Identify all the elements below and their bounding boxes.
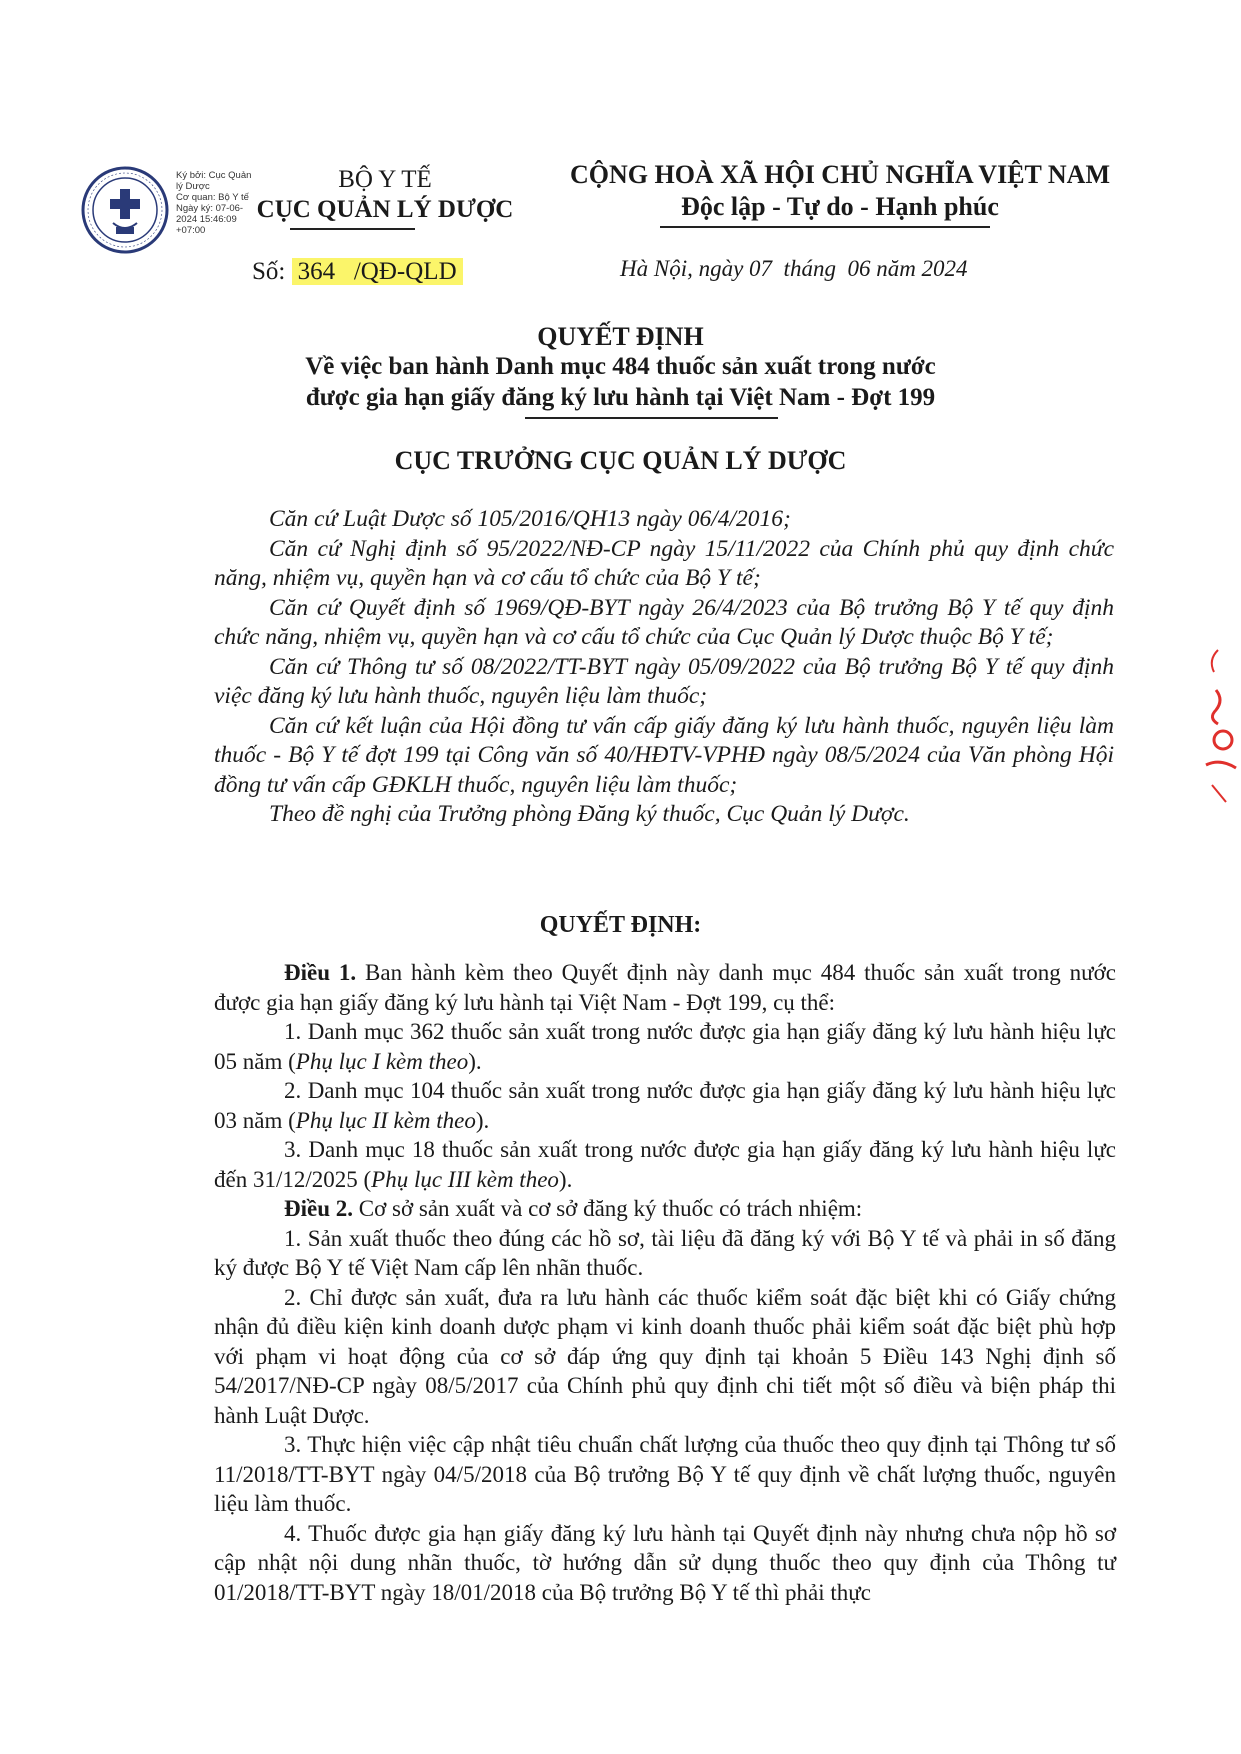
document-number xyxy=(252,258,463,286)
issuing-ministry: BỘ Y TẾ xyxy=(338,166,432,193)
article-2 xyxy=(214,1194,1116,1224)
legal-basis-preamble xyxy=(214,505,1114,830)
red-stamp-fragment-icon xyxy=(1188,640,1241,810)
official-seal-icon xyxy=(80,165,170,255)
appendix-reference: Phụ lục II kèm theo xyxy=(295,1107,476,1133)
article-2-item: 4. Thuốc được gia hạn giấy đăng ký lưu hành tại Quyết định này nhưng chưa nộp hồ sơ cập nhật nội dung nhãn thuốc, tờ hướng dẫn sử dụng thuốc theo quy định của Thông tư 01/2018/TT-BYT ngày 18/01/2018 của Bộ trưởng Bộ Y tế thì phải thực xyxy=(214,1520,1116,1605)
article-2-text: Cơ sở sản xuất và cơ sở đăng ký thuốc có trách nhiệm: xyxy=(353,1196,863,1221)
signature-line: +07:00 xyxy=(176,225,206,236)
article-1-item-2 xyxy=(214,1076,1116,1135)
legal-basis-item: Căn cứ Thông tư số 08/2022/TT-BYT ngày 05/09/2022 của Bộ trưởng Bộ Y tế quy định việc đăng ký lưu hành thuốc, nguyên liệu làm thuốc; xyxy=(214,653,1114,709)
article-2-label: Điều 2. xyxy=(284,1196,353,1221)
article-2-item: 3. Thực hiện việc cập nhật tiêu chuẩn chất lượng của thuốc theo quy định tại Thông tư số 11/2018/TT-BYT ngày 04/5/2018 của Bộ trưởng Bộ Y tế quy định về chất lượng thuốc, nguyên liệu làm thuốc. xyxy=(214,1432,1116,1516)
legal-basis-item: Căn cứ Quyết định số 1969/QĐ-BYT ngày 26/4/2023 của Bộ trưởng Bộ Y tế quy định chức năng, nhiệm vụ, quyền hạn và cơ cấu tổ chức của Cục Quản lý Dược thuộc Bộ Y tế; xyxy=(214,594,1114,650)
article-1-text: Ban hành kèm theo Quyết định này danh mục 484 thuốc sản xuất trong nước được gia hạn giấy đăng ký lưu hành tại Việt Nam - Đợt 199, cụ thể: xyxy=(214,960,1117,1015)
signature-line: Ngày ký: 07-06- xyxy=(176,203,244,214)
document-subject-line-1: Về việc ban hành Danh mục 484 thuốc sản xuất trong nước xyxy=(305,353,936,380)
appendix-reference: Phụ lục III kèm theo xyxy=(371,1166,559,1192)
decision-body xyxy=(214,958,1116,1607)
item-close: ). xyxy=(558,1166,573,1192)
appendix-reference: Phụ lục I kèm theo xyxy=(295,1048,469,1074)
article-1-item-3 xyxy=(214,1135,1116,1194)
signature-line: 2024 15:46:09 xyxy=(176,214,237,225)
article-1 xyxy=(214,958,1116,1017)
article-1-label: Điều 1. xyxy=(284,960,357,985)
item-close: ). xyxy=(468,1048,482,1074)
national-motto: Độc lập - Tự do - Hạnh phúc xyxy=(681,192,999,221)
item-close: ). xyxy=(475,1107,490,1133)
number-prefix: Số: xyxy=(252,258,286,285)
legal-basis-item: Theo đề nghị của Trưởng phòng Đăng ký thuốc, Cục Quản lý Dược. xyxy=(269,801,910,827)
signature-line: Ký bởi: Cục Quản xyxy=(176,170,252,181)
signature-line: lý Dược xyxy=(176,181,210,192)
document-type-title: QUYẾT ĐỊNH xyxy=(537,322,704,351)
issuer-title: CỤC TRƯỞNG CỤC QUẢN LÝ DƯỢC xyxy=(394,446,847,475)
motto-underline xyxy=(660,226,990,228)
place-and-date: Hà Nội, ngày 07 tháng 06 năm 2024 xyxy=(620,256,968,281)
legal-basis-item: Căn cứ Luật Dược số 105/2016/QH13 ngày 06/4/2016; xyxy=(269,506,791,532)
subject-underline xyxy=(525,417,778,419)
legal-basis-item: Căn cứ kết luận của Hội đồng tư vấn cấp giấy đăng ký lưu hành thuốc, nguyên liệu làm thuốc - Bộ Y tế đợt 199 tại Công văn số 40/HĐTV-VPHĐ ngày 08/5/2024 của Văn phòng Hội đồng tư vấn cấp GĐKLH thuốc, nguyên liệu làm thuốc; xyxy=(214,712,1114,798)
department-underline xyxy=(290,228,415,230)
item-text: 3. Danh mục 18 thuốc sản xuất trong nước được gia hạn giấy đăng ký lưu hành hiệu lực đến 31/12/2025 ( xyxy=(214,1137,1116,1192)
document-subject-line-2: được gia hạn giấy đăng ký lưu hành tại Việt Nam - Đợt 199 xyxy=(305,384,936,411)
decision-heading: QUYẾT ĐỊNH: xyxy=(539,912,702,938)
country-name: CỘNG HOÀ XÃ HỘI CHỦ NGHĨA VIỆT NAM xyxy=(569,160,1111,189)
item-text: 2. Danh mục 104 thuốc sản xuất trong nước được gia hạn giấy đăng ký lưu hành hiệu lực 03 năm ( xyxy=(214,1078,1116,1133)
article-1-item-1 xyxy=(214,1017,1116,1076)
number-value: 364 xyxy=(297,258,336,285)
issuing-department: CỤC QUẢN LÝ DƯỢC xyxy=(256,196,514,223)
item-text: 1. Danh mục 362 thuốc sản xuất trong nước được gia hạn giấy đăng ký lưu hành hiệu lực 05 năm ( xyxy=(214,1019,1116,1074)
legal-basis-item: Căn cứ Nghị định số 95/2022/NĐ-CP ngày 15/11/2022 của Chính phủ quy định chức năng, nhiệm vụ, quyền hạn và cơ cấu tổ chức của Bộ Y tế; xyxy=(214,535,1114,591)
signature-line: Cơ quan: Bộ Y tế xyxy=(176,192,249,203)
highlighted-number xyxy=(292,258,463,285)
article-2-item: 1. Sản xuất thuốc theo đúng các hồ sơ, tài liệu đã đăng ký với Bộ Y tế và phải in số đăng ký được Bộ Y tế Việt Nam cấp lên nhãn thuốc. xyxy=(214,1225,1116,1280)
article-2-item: 2. Chỉ được sản xuất, đưa ra lưu hành các thuốc kiểm soát đặc biệt khi có Giấy chứng nhận đủ điều kiện kinh doanh dược phạm vi kinh doanh thuốc phải kiểm soát đặc biệt phù hợp với phạm vi hoạt động của cơ sở đáp ứng quy định tại khoản 5 Điều 143 Nghị định số 54/2017/NĐ-CP ngày 08/5/2017 của Chính phủ quy định chi tiết một số điều và biện pháp thi hành Luật Dược. xyxy=(214,1284,1116,1428)
number-suffix: /QĐ-QLD xyxy=(353,258,457,285)
